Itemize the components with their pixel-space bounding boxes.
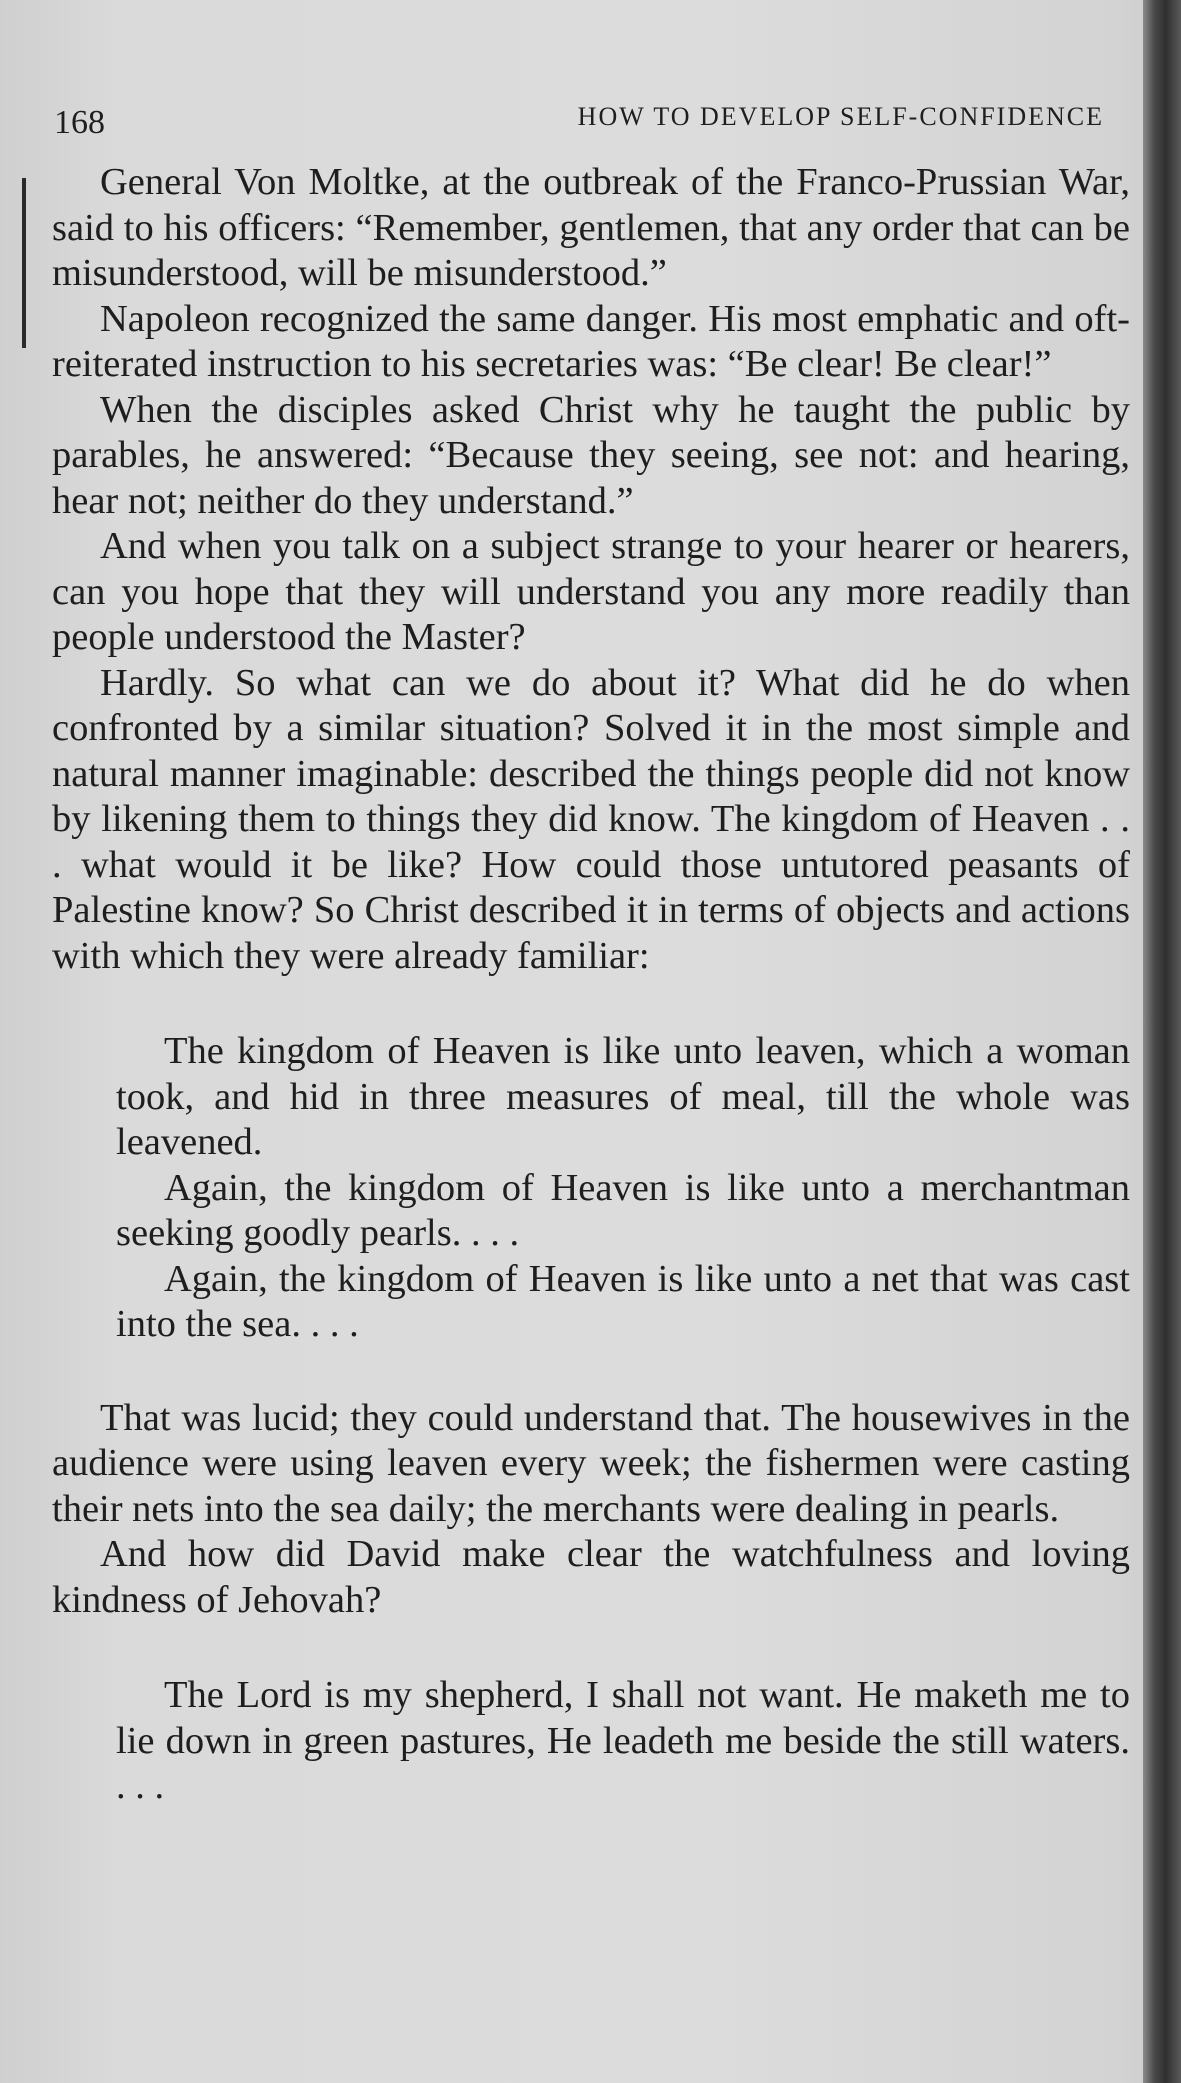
running-head: HOW TO DEVELOP SELF-CONFIDENCE [577, 102, 1104, 131]
block-quote [116, 1673, 1130, 1810]
body-text [52, 160, 1130, 1858]
paragraph: When the disciples asked Christ why he taught the public by parables, he answered: “Because they seeing, see not: and hearing, hear not; neither do they understand.” [52, 388, 1130, 522]
book-spine-shadow [1143, 0, 1181, 2083]
quote-paragraph: The Lord is my shepherd, I shall not want. He maketh me to lie down in green pastures, He leadeth me beside the still waters. . . . [116, 1674, 1130, 1807]
paragraph: That was lucid; they could understand that. The housewives in the audience were using leaven every week; the fishermen were casting their nets into the sea daily; the merchants were dealing in pearls. [52, 1396, 1130, 1530]
quote-paragraph: Again, the kingdom of Heaven is like unto a net that was cast into the sea. . . . [116, 1257, 1130, 1345]
paragraph: Hardly. So what can we do about it? What did he do when confronted by a similar situation? Solved it in the most simple and natural manner imaginable: described the things people did not know by likening them to things they did know. The kingdom of Heaven . . . what would it be like? How could those untutored peasants of Palestine know? So Christ described it in terms of objects and actions with which they were already familiar: [52, 661, 1130, 977]
paragraph: General Von Moltke, at the outbreak of the Franco-Prussian War, said to his officers: “Remember, gentlemen, that any order that can be misunderstood, will be misunderstood.” [52, 161, 1130, 294]
quote-paragraph: Again, the kingdom of Heaven is like unto a merchantman seeking goodly pearls. . . . [116, 1166, 1130, 1254]
block-quote [116, 1029, 1130, 1348]
quote-paragraph: The kingdom of Heaven is like unto leaven, which a woman took, and hid in three measures of meal, till the whole was leavened. [116, 1030, 1130, 1163]
paragraph: And how did David make clear the watchfulness and loving kindness of Jehovah? [52, 1533, 1130, 1621]
page-header [54, 98, 1104, 148]
paragraph: And when you talk on a subject strange to your hearer or hearers, can you hope that they will understand you any more readily than people understood the Master? [52, 525, 1130, 658]
page-number: 168 [54, 104, 105, 141]
margin-mark [22, 178, 26, 348]
paragraph: Napoleon recognized the same danger. His most emphatic and oft-reiterated instruction to his secretaries was: “Be clear! Be clear!” [52, 297, 1130, 385]
